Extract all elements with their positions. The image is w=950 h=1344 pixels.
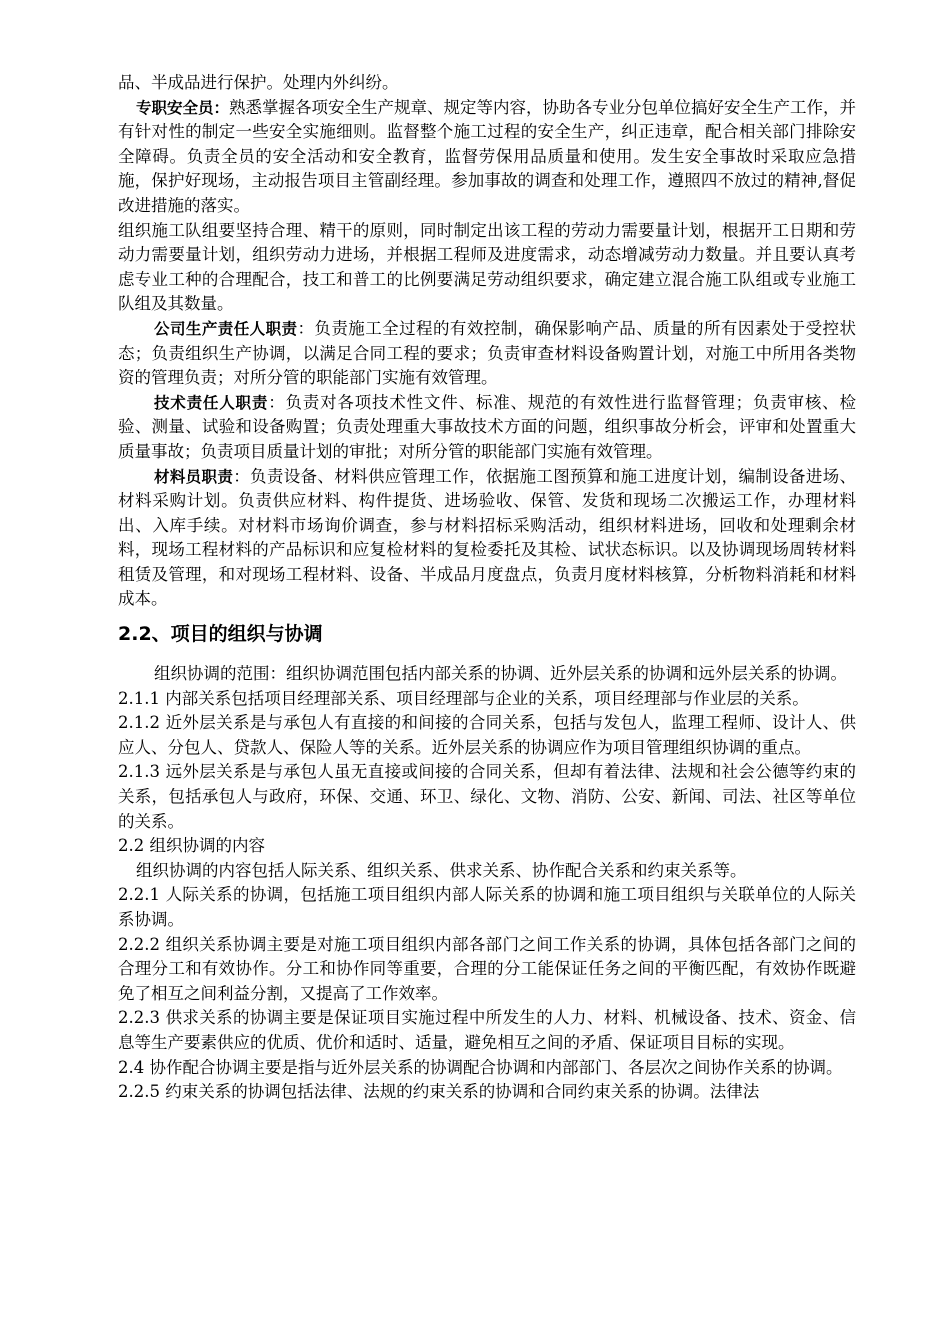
paragraph-2-2-2: 2.2.2 组织关系协调主要是对施工项目组织内部各部门之间工作关系的协调，具体包括各部门之间的合理分工和有效协作。分工和协作同等重要，合理的分工能保证任务之间的平衡匹配，有效协作既避免了相互之间利益分割，又提高了工作效率。 xyxy=(118,934,856,1003)
paragraph-2-1-2: 2.1.2 近外层关系是与承包人有直接的和间接的合同关系，包括与发包人，监理工程师、设计人、供应人、分包人、贷款人、保险人等的关系。近外层关系的协调应作为项目管理组织协调的重点。 xyxy=(118,713,856,757)
paragraph-2-2: 2.2 组织协调的内容 xyxy=(118,836,265,856)
paragraph-2-2-5: 2.2.5 约束关系的协调包括法律、法规的约束关系的协调和合同约束关系的协调。法律法 xyxy=(118,1082,760,1102)
paragraph-2-1-1: 2.1.1 内部关系包括项目经理部关系、项目经理部与企业的关系，项目经理部与作业层的关系。 xyxy=(118,688,809,708)
paragraph-2-2-3: 2.2.3 供求关系的协调主要是保证项目实施过程中所发生的人力、材料、机械设备、技术、资金、信息等生产要素供应的优质、优价和适时、适量，避免相互之间的矛盾、保证项目目标的实现。 xyxy=(118,1008,856,1052)
paragraph-continuation: 品、半成品进行保护。处理内外纠纷。 xyxy=(118,73,399,92)
paragraph-safety-officer xyxy=(118,96,856,219)
paragraph-labor-team: 组织施工队组要坚持合理、精干的原则，同时制定出该工程的劳动力需要量计划，根据开工日期和劳动力需要量计划，组织劳动力进场，并根据工程师及进度需求，动态增减劳动力数量。并且要认真考虑专业工种的合理配合，技工和普工的比例要满足劳动组织要求，确定建立混合施工队组或专业施工队组及其数量。 xyxy=(118,220,856,314)
document-page xyxy=(118,71,856,1105)
label-technical-duty: 技术责任人职责 xyxy=(154,393,269,412)
text-technical-duty: ：负责对各项技术性文件、标准、规范的有效性进行监督管理；负责审核、检验、测量、试验和设备购置；负责处理重大事故技术方面的问题，组织事故分析会，评审和处置重大质量事故；负责项目质量计划的审批；对所分管的职能部门实施有效管理。 xyxy=(118,392,856,461)
paragraph-material-duty xyxy=(118,465,856,613)
paragraph-technical-duty xyxy=(118,391,856,465)
paragraph-production-duty xyxy=(118,317,856,391)
label-material-duty: 材料员职责 xyxy=(154,467,234,486)
label-safety-officer: 专职安全员： xyxy=(136,98,230,117)
section-heading: 2.2、项目的组织与协调 xyxy=(118,623,323,646)
paragraph-2-2-1: 2.2.1 人际关系的协调，包括施工项目组织内部人际关系的协调和施工项目组织与关联单位的人际关系协调。 xyxy=(118,885,856,929)
paragraph-content-intro: 组织协调的内容包括人际关系、组织关系、供求关系、协作配合关系和约束关系等。 xyxy=(136,860,747,880)
paragraph-2-4: 2.4 协作配合协调主要是指与近外层关系的协调配合协调和内部部门、各层次之间协作关系的协调。 xyxy=(118,1057,843,1077)
paragraph-2-1-3: 2.1.3 远外层关系是与承包人虽无直接或间接的合同关系，但却有着法律、法规和社会公德等约束的关系，包括承包人与政府，环保、交通、环卫、绿化、文物、消防、公安、新闻、司法、社区等单位的关系。 xyxy=(118,762,856,831)
label-production-duty: 公司生产责任人职责 xyxy=(154,319,298,338)
text-production-duty: ：负责施工全过程的有效控制，确保影响产品、质量的所有因素处于受控状态；负责组织生产协调，以满足合同工程的要求；负责审查材料设备购置计划，对施工中所用各类物资的管理负责；对所分管的职能部门实施有效管理。 xyxy=(118,318,856,388)
paragraph-scope: 组织协调的范围：组织协调范围包括内部关系的协调、近外层关系的协调和远外层关系的协调。 xyxy=(154,664,847,684)
text-material-duty: ：负责设备、材料供应管理工作，依据施工图预算和施工进度计划，编制设备进场、材料采购计划。负责供应材料、构件提货、进场验收、保管、发货和现场二次搬运工作，办理材料出、入库手续。对材料市场询价调查，参与材料招标采购活动，组织材料进场，回收和处理剩余材料，现场工程材料的产品标识和应复检材料的复检委托及其检、试状态标识。以及协调现场周转材料租赁及管理，和对现场工程材料、设备、半成品月度盘点，负责月度材料核算，分析物料消耗和材料成本。 xyxy=(118,466,856,609)
text-safety-officer: 熟悉掌握各项安全生产规章、规定等内容，协助各专业分包单位搞好安全生产工作，并有针对性的制定一些安全实施细则。监督整个施工过程的安全生产，纠正违章，配合相关部门排除安全障碍。负责全员的安全活动和安全教育，监督劳保用品质量和使用。发生安全事故时采取应急措施，保护好现场，主动报告项目主管副经理。参加事故的调查和处理工作，遵照四不放过的精神,督促改进措施的落实。 xyxy=(118,97,857,215)
